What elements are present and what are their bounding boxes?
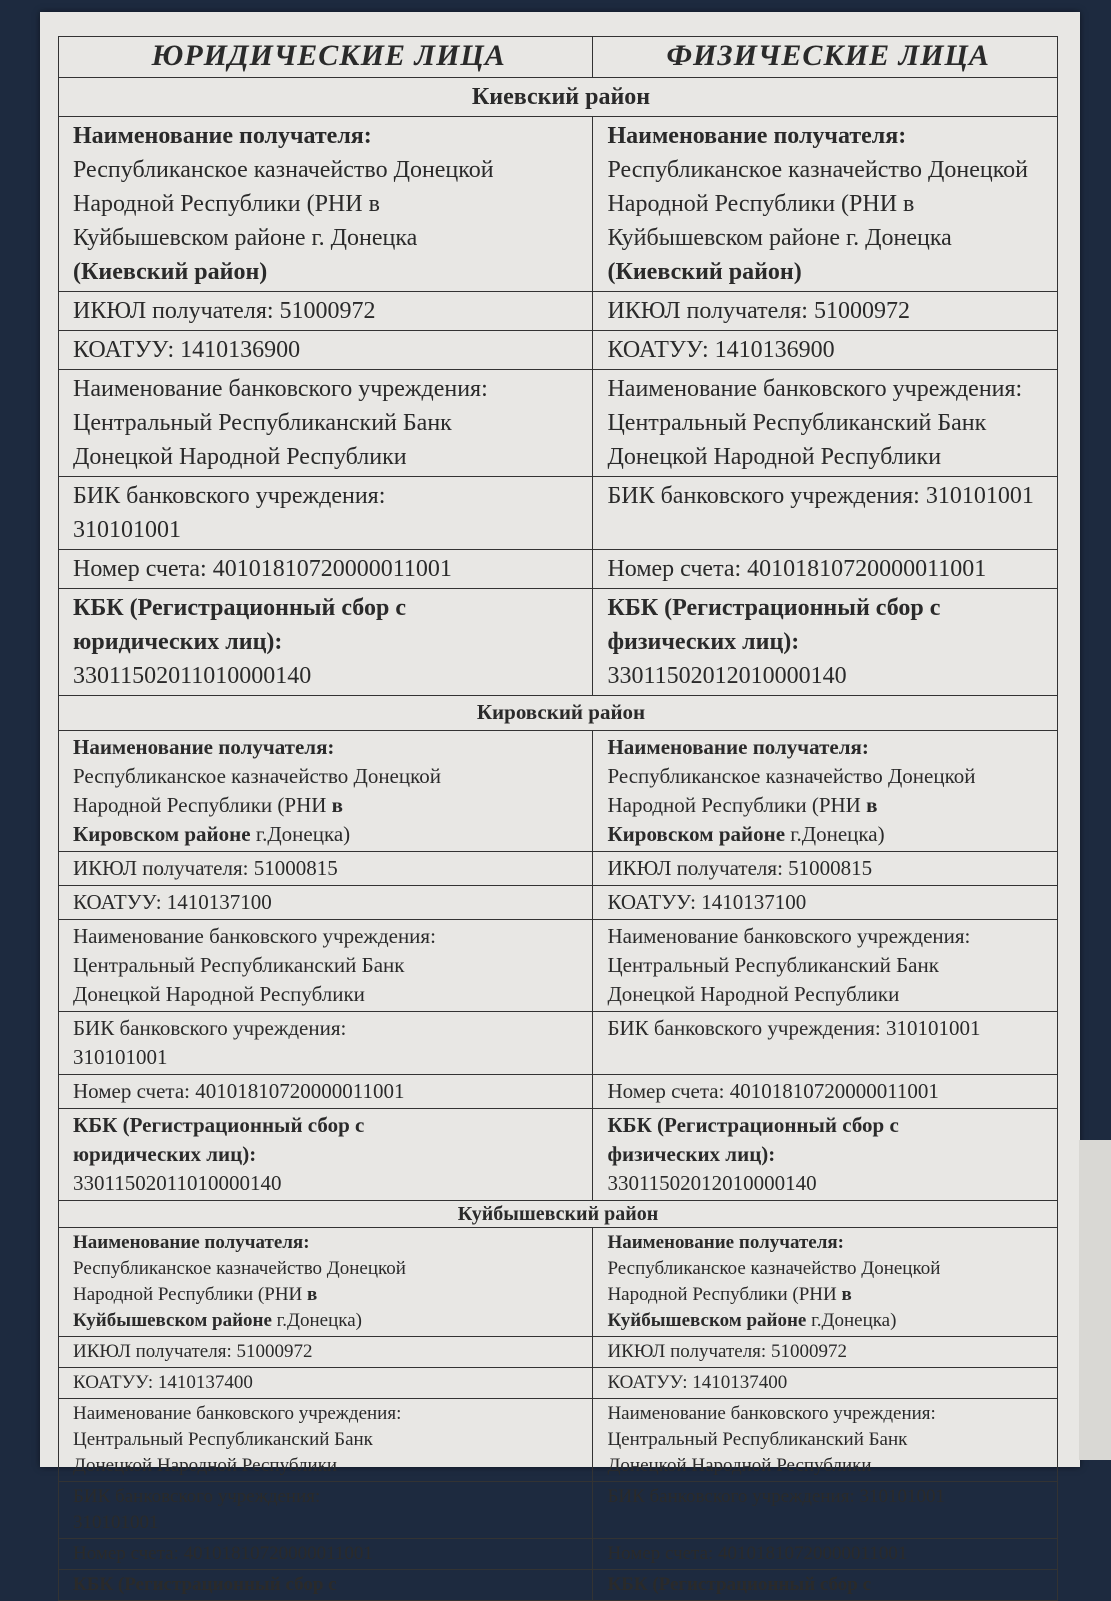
recipient-line [607, 820, 1049, 849]
recipient-line-part: г.Донецка) [806, 1310, 897, 1331]
ikul-legal: ИКЮЛ получателя: 51000972 [59, 1337, 593, 1368]
bank-line: Центральный Республиканский Банк [607, 410, 987, 436]
bank-line: Донецкой Народной Республики [607, 1455, 872, 1476]
recipient-line-part: Народной Республики (РНИ [607, 1284, 842, 1305]
recipient-line-part: Народной Республики (РНИ [73, 1284, 308, 1305]
bank-line: Донецкой Народной Республики [607, 444, 942, 470]
bank-label: Наименование банковского учреждения: [607, 1403, 936, 1424]
recipient-line: Народной Республики (РНИ в [607, 191, 915, 217]
koatuu-physical: КОАТУУ: 1410136900 [593, 331, 1058, 370]
legal-entities-header: ЮРИДИЧЕСКИЕ ЛИЦА [59, 37, 593, 78]
recipient-line: Республиканское казначейство Донецкой [607, 764, 976, 788]
bank-line: Донецкой Народной Республики [73, 1455, 338, 1476]
recipient-line-part: Кировском районе [73, 822, 251, 846]
bank-line: Центральный Республиканский Банк [73, 1429, 373, 1450]
recipient-legal [59, 731, 593, 852]
account-legal: Номер счета: 40101810720000011001 [59, 1075, 593, 1109]
bank-legal [59, 370, 593, 477]
recipient-line-part: Кировском районе [607, 822, 786, 846]
bank-label: Наименование банковского учреждения: [607, 376, 1023, 402]
koatuu-legal: КОАТУУ: 1410137400 [59, 1368, 593, 1399]
bank-line: Донецкой Народной Республики [73, 982, 365, 1006]
kbk-legal [59, 1570, 593, 1601]
ikul-physical: ИКЮЛ получателя: 51000972 [593, 292, 1058, 331]
koatuu-physical: КОАТУУ: 1410137100 [593, 886, 1058, 920]
kbk-legal [59, 589, 593, 696]
bank-line: Центральный Республиканский Банк [73, 953, 405, 977]
bik-label: БИК банковского учреждения: [73, 483, 386, 509]
kbk-legal [59, 1109, 593, 1201]
kbk-code: 33011502012010000140 [607, 1171, 817, 1195]
kbk-label-legal: юридических лиц): [73, 629, 283, 655]
district-title: Куйбышевский район [59, 1201, 1058, 1228]
recipient-line: Республиканское казначейство Донецкой [607, 157, 1029, 183]
recipient-line-part: в [841, 1284, 852, 1305]
recipient-district: (Киевский район) [73, 259, 268, 285]
bank-physical [593, 370, 1058, 477]
bik-physical: БИК банковского учреждения: 310101001 [593, 1482, 1058, 1539]
recipient-label: Наименование получателя: [73, 1232, 310, 1253]
recipient-line-part: г.Донецка) [250, 822, 351, 846]
recipient-line: Республиканское казначейство Донецкой [73, 1258, 406, 1279]
bik-physical: БИК банковского учреждения: 310101001 [593, 1012, 1058, 1075]
kbk-physical [593, 1570, 1058, 1601]
koatuu-physical: КОАТУУ: 1410137400 [593, 1368, 1058, 1399]
kbk-label-physical: физических лиц): [607, 1142, 776, 1166]
kbk-label: КБК (Регистрационный сбор с [607, 595, 941, 621]
kbk-label: КБК (Регистрационный сбор с [73, 1113, 365, 1137]
kbk-code: 33011502012010000140 [607, 663, 847, 689]
recipient-label: Наименование получателя: [73, 735, 335, 759]
bank-line: Донецкой Народной Республики [73, 444, 407, 470]
recipient-line-part: в [331, 793, 343, 817]
recipient-label: Наименование получателя: [73, 123, 372, 149]
recipient-line [607, 1308, 1049, 1334]
recipient-line [607, 791, 1049, 820]
district-title: Киевский район [59, 78, 1058, 117]
recipient-line-part: г.Донецка) [785, 822, 885, 846]
bik-legal [59, 477, 593, 550]
bank-line: Донецкой Народной Республики [607, 982, 900, 1006]
kbk-label: КБК (Регистрационный сбор с [73, 595, 406, 621]
recipient-physical [593, 117, 1058, 292]
bank-label: Наименование банковского учреждения: [607, 924, 971, 948]
kbk-label: КБК (Регистрационный сбор с [607, 1113, 899, 1137]
recipient-line: Куйбышевском районе г. Донецка [607, 225, 952, 251]
kbk-code: 33011502011010000140 [73, 1171, 282, 1195]
recipient-line-part: г.Донецка) [271, 1310, 362, 1331]
recipient-line: Куйбышевском районе г. Донецка [73, 225, 418, 251]
recipient-line [73, 791, 584, 820]
recipient-line-part: Куйбышевском районе [73, 1310, 272, 1331]
kbk-label-legal: юридических лиц): [73, 1142, 257, 1166]
requisites-table [58, 36, 1058, 1601]
kbk-label: КБК (Регистрационный сбор с [607, 1574, 872, 1595]
district-title: Кировский район [59, 696, 1058, 731]
ikul-physical: ИКЮЛ получателя: 51000972 [593, 1337, 1058, 1368]
bank-legal [59, 920, 593, 1012]
recipient-line [607, 1282, 1049, 1308]
recipient-line-part: в [866, 793, 878, 817]
koatuu-legal: КОАТУУ: 1410136900 [59, 331, 593, 370]
recipient-label: Наименование получателя: [607, 735, 869, 759]
recipient-line [73, 820, 584, 849]
recipient-district: (Киевский район) [607, 259, 802, 285]
recipient-line-part: Народной Республики (РНИ [73, 793, 332, 817]
kbk-physical [593, 1109, 1058, 1201]
bank-physical [593, 920, 1058, 1012]
bik-value: 310101001 [73, 1512, 159, 1533]
recipient-label: Наименование получателя: [607, 123, 907, 149]
recipient-line [73, 1308, 584, 1334]
recipient-line: Республиканское казначейство Донецкой [73, 764, 441, 788]
recipient-line: Народной Республики (РНИ в [73, 191, 380, 217]
koatuu-legal: КОАТУУ: 1410137100 [59, 886, 593, 920]
kbk-physical [593, 589, 1058, 696]
bik-legal [59, 1012, 593, 1075]
account-physical: Номер счета: 40101810720000011001 [593, 1539, 1058, 1570]
ikul-legal: ИКЮЛ получателя: 51000972 [59, 292, 593, 331]
account-legal: Номер счета: 40101810720000011001 [59, 1539, 593, 1570]
bik-physical: БИК банковского учреждения: 310101001 [593, 477, 1058, 550]
bik-label: БИК банковского учреждения: [73, 1486, 321, 1507]
recipient-physical [593, 731, 1058, 852]
kbk-label-physical: физических лиц): [607, 629, 800, 655]
bank-line: Центральный Республиканский Банк [607, 1429, 908, 1450]
bik-legal [59, 1482, 593, 1539]
ikul-physical: ИКЮЛ получателя: 51000815 [593, 852, 1058, 886]
bank-line: Центральный Республиканский Банк [607, 953, 939, 977]
bik-value: 310101001 [73, 517, 181, 543]
ikul-legal: ИКЮЛ получателя: 51000815 [59, 852, 593, 886]
recipient-legal [59, 117, 593, 292]
recipient-line [73, 1282, 584, 1308]
recipient-legal [59, 1228, 593, 1337]
bik-label: БИК банковского учреждения: [73, 1016, 347, 1040]
recipient-line-part: Народной Республики (РНИ [607, 793, 867, 817]
bank-label: Наименование банковского учреждения: [73, 376, 488, 402]
recipient-line: Республиканское казначейство Донецкой [73, 157, 494, 183]
recipient-label: Наименование получателя: [607, 1232, 844, 1253]
account-physical: Номер счета: 40101810720000011001 [593, 550, 1058, 589]
recipient-physical [593, 1228, 1058, 1337]
adjacent-sheet [1079, 1140, 1111, 1460]
bank-label: Наименование банковского учреждения: [73, 924, 436, 948]
recipient-line-part: в [307, 1284, 318, 1305]
account-physical: Номер счета: 40101810720000011001 [593, 1075, 1058, 1109]
bank-legal [59, 1399, 593, 1482]
bank-line: Центральный Республиканский Банк [73, 410, 452, 436]
individuals-header: ФИЗИЧЕСКИЕ ЛИЦА [593, 37, 1058, 78]
kbk-code: 33011502011010000140 [73, 663, 312, 689]
bank-physical [593, 1399, 1058, 1482]
recipient-line: Республиканское казначейство Донецкой [607, 1258, 941, 1279]
kbk-label: КБК (Регистрационный сбор с [73, 1574, 337, 1595]
bik-value: 310101001 [73, 1045, 168, 1069]
recipient-line-part: Куйбышевском районе [607, 1310, 807, 1331]
bank-label: Наименование банковского учреждения: [73, 1403, 402, 1424]
account-legal: Номер счета: 40101810720000011001 [59, 550, 593, 589]
